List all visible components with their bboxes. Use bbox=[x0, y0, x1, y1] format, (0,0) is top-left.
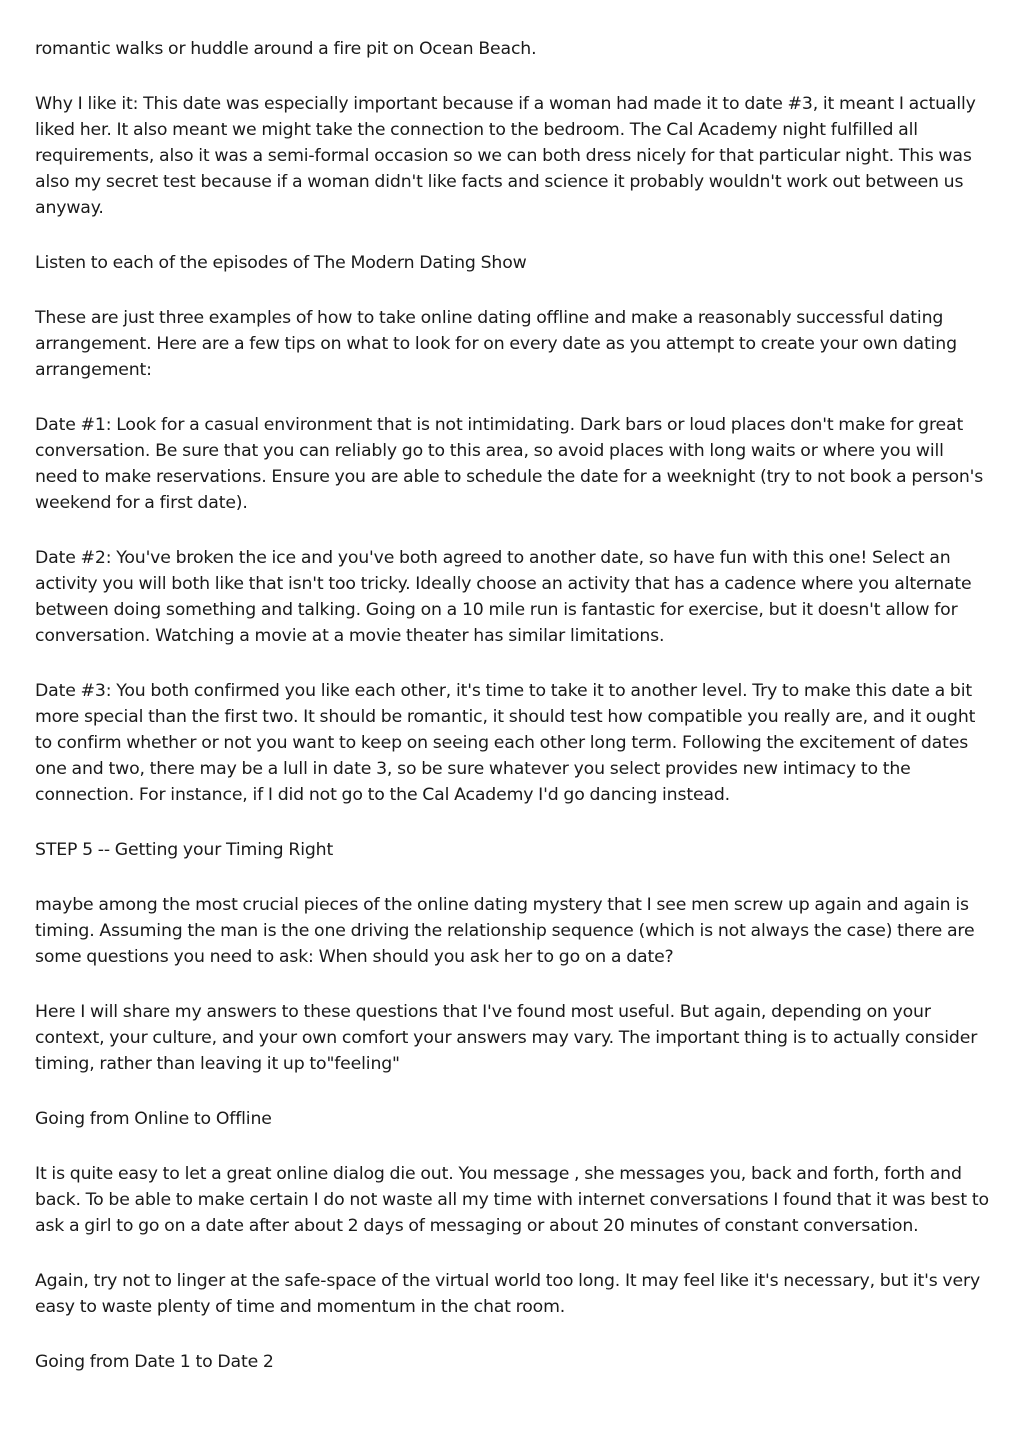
paragraph-date-1: Date #1: Look for a casual environment that is not intimidating. Dark bars or loud places don't make for great conversation. Be sure that you can reliably go to this area, so avoid places with long waits or where you will need to make reservations. Ensure you are able to schedule the date for a weeknight (try to not book a person's weekend for a first date). bbox=[35, 415, 984, 513]
section-heading-step-5: STEP 5 -- Getting your Timing Right bbox=[35, 840, 334, 860]
paragraph-ocean-beach: romantic walks or huddle around a fire pit on Ocean Beach. bbox=[35, 39, 537, 59]
paragraph-timing: maybe among the most crucial pieces of the online dating mystery that I see men screw up again and again is timing. Assuming the man is the one driving the relationship sequence (which is not always the case) there are some questions you need to ask: When should you ask her to go on a date? bbox=[35, 895, 975, 967]
paragraph-why-i-like-it: Why I like it: This date was especially important because if a woman had made it to date #3, it meant I actually liked her. It also meant we might take the connection to the bedroom. The Cal Academy night fulfilled all requirements, also it was a semi-formal occasion so we can both dress nicely for that particular night. This was also my secret test because if a woman didn't like facts and science it probably wouldn't work out between us anyway. bbox=[35, 94, 976, 218]
paragraph-listen-episodes: Listen to each of the episodes of The Modern Dating Show bbox=[35, 253, 527, 273]
paragraph-safe-space: Again, try not to linger at the safe-space of the virtual world too long. It may feel like it's necessary, but it's very easy to waste plenty of time and momentum in the chat room. bbox=[35, 1271, 981, 1317]
section-heading-online-to-offline: Going from Online to Offline bbox=[35, 1109, 272, 1129]
paragraph-date-2: Date #2: You've broken the ice and you've both agreed to another date, so have fun with this one! Select an activity you will both like that isn't too tricky. Ideally choose an activity that has a cadence where you alternate between doing something and talking. Going on a 10 mile run is fantastic for exercise, but it doesn't allow for conversation. Watching a movie at a movie theater has similar limitations. bbox=[35, 548, 972, 646]
section-heading-date-1-to-date-2: Going from Date 1 to Date 2 bbox=[35, 1352, 274, 1372]
paragraph-online-dialog: It is quite easy to let a great online dialog die out. You message , she messages you, back and forth, forth and back. To be able to make certain I do not waste all my time with internet conversations I found that it was best to ask a girl to go on a date after about 2 days of messaging or about 20 minutes of constant conversation. bbox=[35, 1164, 989, 1236]
paragraph-date-3: Date #3: You both confirmed you like each other, it's time to take it to another level. Try to make this date a bit more special than the first two. It should be romantic, it should test how compatible you really are, and it ought to confirm whether or not you want to keep on seeing each other long term. Following the excitement of dates one and two, there may be a lull in date 3, so be sure whatever you select provides new intimacy to the connection. For instance, if I did not go to the Cal Academy I'd go dancing instead. bbox=[35, 681, 976, 805]
paragraph-three-examples: These are just three examples of how to take online dating offline and make a reasonably successful dating arrangement. Here are a few tips on what to look for on every date as you attempt to create your own dating arrangement: bbox=[35, 308, 957, 380]
paragraph-my-answers: Here I will share my answers to these questions that I've found most useful. But again, depending on your context, your culture, and your own comfort your answers may vary. The important thing is to actually consider timing, rather than leaving it up to"feeling" bbox=[35, 1002, 978, 1074]
